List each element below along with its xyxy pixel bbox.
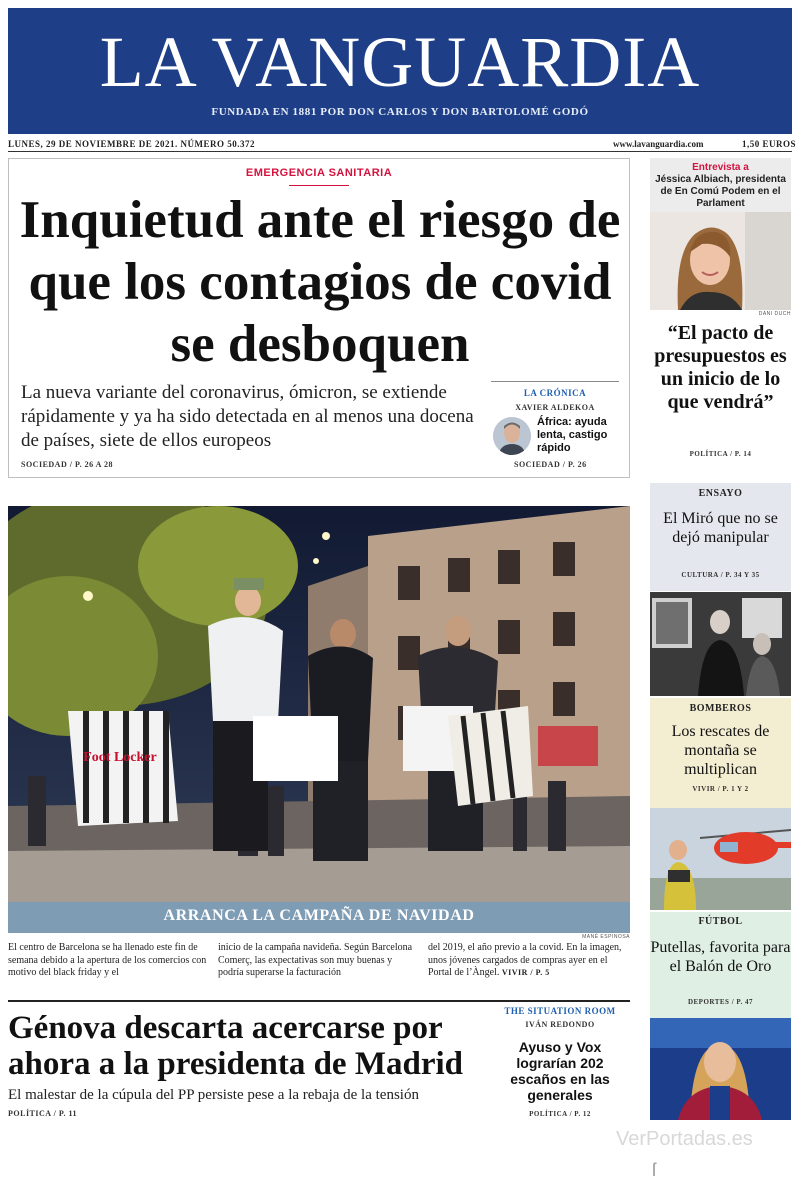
- photo-credit: MANÉ ESPINOSA: [582, 934, 630, 940]
- futbol-kicker: FÚTBOL: [698, 916, 743, 927]
- interview-photo: [650, 212, 791, 310]
- masthead: [8, 8, 792, 134]
- masthead-tagline: FUNDADA EN 1881 POR DON CARLOS Y DON BARTOLOMÉ GODÓ: [211, 106, 589, 118]
- cronica-section-ref: SOCIEDAD / P. 26: [514, 460, 587, 469]
- futbol-title[interactable]: Putellas, favorita para el Balón de Oro: [650, 939, 791, 975]
- columnist-avatar: [493, 417, 531, 455]
- photo-caption-col-2: inicio de la campaña navideña. Según Barcelona Comerç, las expectativas son muy buenas y podría superarse la facturación: [218, 942, 413, 978]
- cronica-title[interactable]: África: ayuda lenta, castigo rápido: [537, 416, 608, 454]
- ensayo-kicker: ENSAYO: [698, 488, 743, 499]
- bomberos-title[interactable]: Los rescates de montaña se multiplican: [671, 723, 770, 778]
- bomberos-photo: [650, 808, 791, 910]
- helicopter-rescue-icon: [650, 808, 791, 910]
- ensayo-section-ref: CULTURA / P. 34 Y 35: [681, 571, 760, 579]
- cronica-author: XAVIER ALDEKOA: [515, 403, 595, 412]
- situation-room-title[interactable]: Ayuso y Vox lograrían 202 escaños en las generales: [510, 1039, 610, 1103]
- photo-caption-title[interactable]: ARRANCA LA CAMPAÑA DE NAVIDAD: [163, 907, 475, 924]
- second-standfirst: El malestar de la cúpula del PP persiste pese a la rebaja de la tensión: [8, 1087, 419, 1103]
- futbol-section-ref: DEPORTES / P. 47: [687, 998, 754, 1006]
- site-watermark: VerPortadas.es: [616, 1128, 753, 1150]
- second-section-ref: POLÍTICA / P. 11: [8, 1109, 78, 1118]
- situation-room-label: THE SITUATION ROOM: [504, 1006, 616, 1016]
- photo-caption-col-3-text: del 2019, el año previo a la covid. En la imagen, unos jóvenes cargados de compras ayer en el Portal de l’Àngel.: [428, 942, 622, 978]
- woman-portrait-icon: [650, 212, 791, 310]
- bomberos-kicker: BOMBEROS: [689, 703, 752, 714]
- interview-quote[interactable]: “El pacto de presupuestos es un inicio de lo que vendrá”: [654, 322, 787, 413]
- ensayo-photo: [650, 592, 791, 696]
- lead-kicker-rule: [289, 185, 349, 186]
- issue-price: 1,50 EUROS: [742, 139, 797, 149]
- cronica-label: LA CRÓNICA: [523, 388, 587, 398]
- bottom-glyph: ſ: [652, 1160, 656, 1180]
- second-story-rule: [8, 1000, 630, 1002]
- lead-headline[interactable]: Inquietud ante el riesgo de que los contagios de covid se desboquen: [19, 191, 621, 373]
- website-text: www.lavanguardia.com: [613, 139, 704, 149]
- situation-room-author: IVÁN REDONDO: [525, 1020, 595, 1029]
- lead-section-ref: SOCIEDAD / P. 26 A 28: [21, 460, 113, 469]
- newspaper-logo: LA VANGUARDIA: [99, 22, 701, 102]
- lead-kicker: EMERGENCIA SANITARIA: [245, 167, 393, 179]
- interview-subtitle: Jéssica Albiach, presidenta de En Comú Podem en el Parlament: [655, 174, 786, 209]
- lead-standfirst: La nueva variante del coronavirus, ómicron, se extiende rápidamente y ya ha sido detectada en al menos una docena de países, siete de ellos europeos: [21, 382, 474, 451]
- interview-section-ref: POLÍTICA / P. 14: [689, 450, 752, 458]
- photo-caption-col-3: [428, 942, 628, 980]
- photo-caption-col-1: El centro de Barcelona se ha llenado este fin de semana debido a la apertura de los comercios con motivo del black friday y el: [8, 942, 207, 978]
- photo-caption-section-ref: VIVIR / P. 5: [501, 968, 550, 977]
- interview-photo-credit: DANI DUCH: [758, 311, 791, 317]
- dateline-rule: [8, 151, 792, 152]
- vintage-photo-icon: [650, 592, 791, 696]
- bomberos-section-ref: VIVIR / P. 1 Y 2: [692, 785, 749, 793]
- issue-date: LUNES, 29 DE NOVIEMBRE DE 2021. NÚMERO 50.372: [8, 139, 256, 149]
- cronica-rule: [491, 381, 619, 382]
- main-photo: [8, 506, 630, 902]
- lead-story[interactable]: [8, 158, 630, 478]
- columnist-portrait-icon: [493, 417, 531, 455]
- shoppers-street-scene-icon: [8, 506, 630, 902]
- futbol-photo: [650, 1018, 791, 1120]
- ensayo-title[interactable]: El Miró que no se dejó manipular: [663, 510, 778, 546]
- website-link[interactable]: [613, 139, 704, 149]
- second-headline[interactable]: Génova descarta acercarse por ahora a la presidenta de Madrid: [8, 1010, 463, 1082]
- situation-room-section-ref: POLÍTICA / P. 12: [529, 1110, 591, 1118]
- football-player-icon: [650, 1018, 791, 1120]
- interview-kicker: Entrevista a: [692, 162, 749, 173]
- bag-brand-text: Foot Locker: [83, 750, 157, 765]
